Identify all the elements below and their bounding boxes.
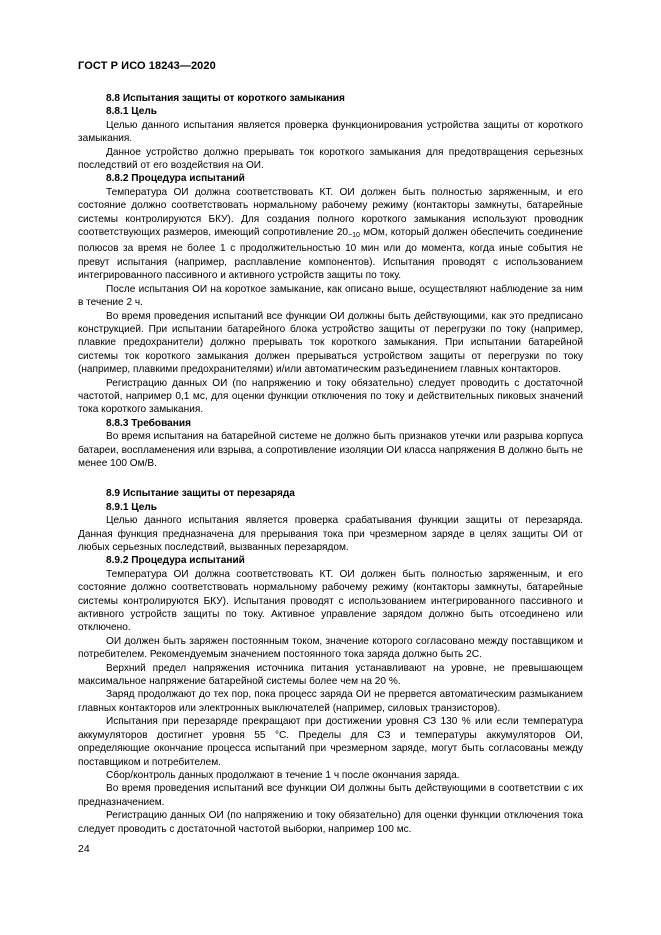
paragraph: Регистрацию данных ОИ (по напряжению и току обязательно) для оценки функции отключения тока следует проводить с достаточной частотой выборки, например 100 мс. (78, 810, 583, 835)
paragraph: Во время проведения испытаний все функции ОИ должны быть действующими в соответствии с их предназначением. (78, 783, 583, 808)
paragraph: ОИ должен быть заряжен постоянным током, значение которого согласовано между поставщиком и потребителем. Рекомендуемым значением постоянного тока заряда должно быть 2С. (78, 635, 583, 661)
paragraph: Целью данного испытания является проверка функционирования устройства защиты от короткого замыкания. (78, 119, 583, 145)
paragraph: Целью данного испытания является проверка срабатывания функции защиты от перезаряда. Данная функция предназначена для прерывания тока при чрезмерном заряде в целях защиты ОИ от любых серьезных последствий, вызванных перезарядом. (78, 515, 583, 553)
paragraph: Заряд продолжают до тех пор, пока процесс заряда ОИ не прервется автоматическим размыканием главных контакторов или электронных выключателей (например, силовых транзисторов). (78, 689, 583, 714)
section-8-8-2-heading: 8.8.2 Процедура испытаний (106, 173, 245, 185)
section-8-8-1-heading: 8.8.1 Цель (106, 106, 157, 118)
section-8-8-3-heading: 8.8.3 Требования (106, 417, 191, 429)
paragraph: Испытания при перезаряде прекращают при достижении уровня СЗ 130 % или если температура аккумуляторов достигнет уровня 55 °С. Пределы для СЗ и температуры аккумуляторов ОИ, определяющие окончание процесса испытаний при чрезмерном заряде, могут быть согласованы между поставщиком и потребителем. (78, 716, 583, 768)
paragraph: После испытания ОИ на короткое замыкание, как описано выше, осуществляют наблюдение за ним в течение 2 ч. (78, 283, 583, 309)
document-body (78, 92, 583, 836)
paragraph: Данное устройство должно прерывать ток короткого замыкания для предотвращения серьезных последствий от его воздействия на ОИ. (78, 146, 583, 172)
section-8-8-title: 8.8 Испытания защиты от короткого замыкания (106, 93, 345, 104)
subscript: −10 (348, 232, 360, 240)
text-run: мОм, который должен обеспечить соединение полюсов за время не более 1 с продолжительностью 10 мин или до момента, когда иные события не превут испытания (например, расплавление компонентов). Испытания проводят с использованием интегрированного пассивного и активного устройств защиты по току. (78, 227, 583, 282)
page-number: 24 (78, 843, 90, 855)
paragraph (78, 186, 583, 283)
document-header: ГОСТ Р ИСО 18243—2020 (78, 60, 216, 72)
paragraph: Температура ОИ должна соответствовать КТ. ОИ должен быть полностью заряженным, и его состояние должно соответствовать нормальному рабочему режиму (контакторы замкнуты, батарейные системы контролируются БКУ). Испытания проводят с использованием интегрированного пассивного и активного устройств защиты по току. Активное управление зарядом должно быть отсоединено или отключено. (78, 568, 583, 634)
section-8-9-title: 8.9 Испытание защиты от перезаряда (106, 488, 295, 500)
section-8-9-2-heading: 8.9.2 Процедура испытаний (106, 555, 245, 567)
paragraph: Во время проведения испытаний все функции ОИ должны быть действующими, как это предписано конструкцией. При испытании батарейного блока устройство защиты от перегрузки по току (например, плавкие предохранители) должно прерывать ток короткого замыкания. При испытании батарейной системы ток короткого замыкания должен прерываться устройством защиты от перегрузки по току (например, плавкими предохранителями) и/или автоматическим разъединением главных контакторов. (78, 310, 583, 376)
paragraph: Регистрацию данных ОИ (по напряжению и току обязательно) следует проводить с достаточной частотой, например 0,1 мс, для оценки функции отключения по току и действительных пиковых значений тока короткого замыкания. (78, 377, 583, 416)
text-run: Температура ОИ должна соответствовать КТ. ОИ должен быть полностью заряженным, и его состояние должно соответствовать нормальному рабочему режиму (контакторы замкнуты, батарейные системы контролируются БКУ). Для создания полного короткого замыкания используют проводник соответствующих размеров, имеющий сопротивление 20 (78, 186, 583, 239)
paragraph: Сбор/контроль данных продолжают в течение 1 ч после окончания заряда. (106, 769, 460, 781)
section-8-9-1-heading: 8.9.1 Цель (106, 501, 157, 513)
paragraph: Верхний предел напряжения источника питания устанавливают на уровне, не превышающем максимальное напряжение батарейной системы более чем на 20 %. (78, 662, 583, 688)
paragraph: Во время испытания на батарейной системе не должно быть признаков утечки или разрыва корпуса батареи, воспламенения или взрыва, а сопротивление изоляции ОИ класса напряжения В должно быть не менее 100 Ом/В. (78, 431, 583, 469)
